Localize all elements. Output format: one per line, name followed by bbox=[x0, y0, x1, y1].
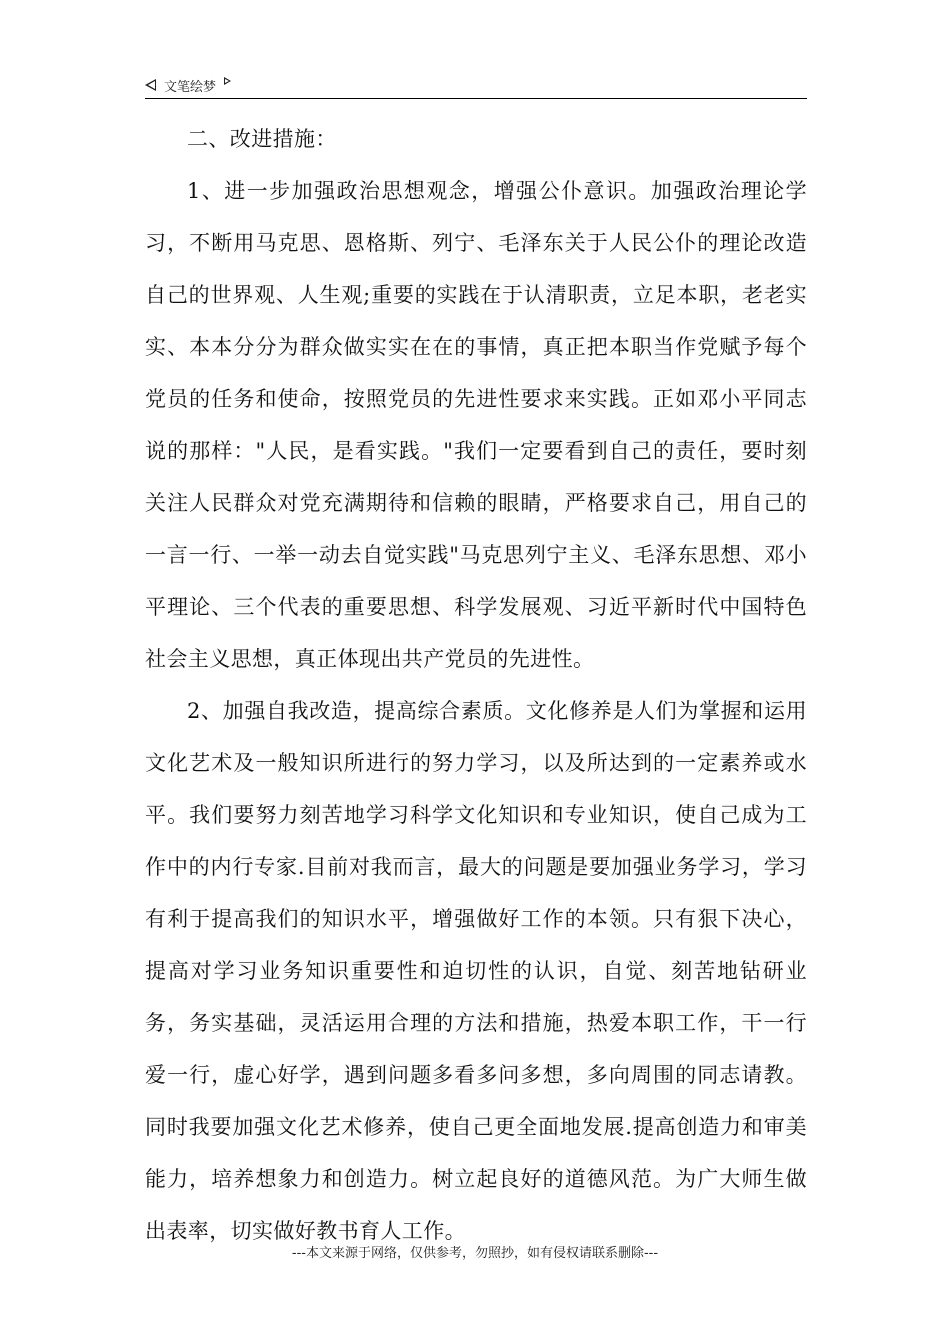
triangle-left-icon bbox=[145, 79, 156, 91]
triangle-right-icon bbox=[224, 77, 231, 85]
page-header bbox=[145, 74, 807, 99]
document-body bbox=[145, 113, 807, 1257]
header-inner bbox=[145, 74, 807, 96]
section-heading: 二、改进措施： bbox=[187, 127, 337, 151]
footer-disclaimer: ---本文来源于网络，仅供参考，勿照抄，如有侵权请联系删除--- bbox=[291, 1246, 659, 1261]
paragraph-2: 2、加强自我改造，提高综合素质。文化修养是人们为掌握和运用文化艺术及一般知识所进行的努力学习，以及所达到的一定素养或水平。我们要努力刻苦地学习科学文化知识和专业知识，使自己成为工作中的内行专家.目前对我而言，最大的问题是要加强业务学习，学习有利于提高我们的知识水平，增强做好工作的本领。只有狠下决心，提高对学习业务知识重要性和迫切性的认识，自觉、刻苦地钻研业务，务实基础，灵活运用合理的方法和措施，热爱本职工作，干一行爱一行，虚心好学，遇到问题多看多问多想，多向周围的同志请教。同时我要加强文化艺术修养，使自己更全面地发展.提高创造力和审美能力，培养想象力和创造力。树立起良好的道德风范。为广大师生做出表率，切实做好教书育人工作。 bbox=[145, 699, 807, 1243]
header-title: 文笔绘梦 bbox=[164, 79, 217, 95]
paragraph-1: 1、进一步加强政治思想观念，增强公仆意识。加强政治理论学习，不断用马克思、恩格斯、列宁、毛泽东关于人民公仆的理论改造自己的世界观、人生观;重要的实践在于认清职责，立足本职，老老实实、本本分分为群众做实实在在的事情，真正把本职当作党赋予每个党员的任务和使命，按照党员的先进性要求来实践。正如邓小平同志说的那样："人民，是看实践。"我们一定要看到自己的责任，要时刻关注人民群众对党充满期待和信赖的眼睛，严格要求自己，用自己的一言一行、一举一动去自觉实践"马克思列宁主义、毛泽东思想、邓小平理论、三个代表的重要思想、科学发展观、习近平新时代中国特色社会主义思想，真正体现出共产党员的先进性。 bbox=[145, 179, 807, 671]
